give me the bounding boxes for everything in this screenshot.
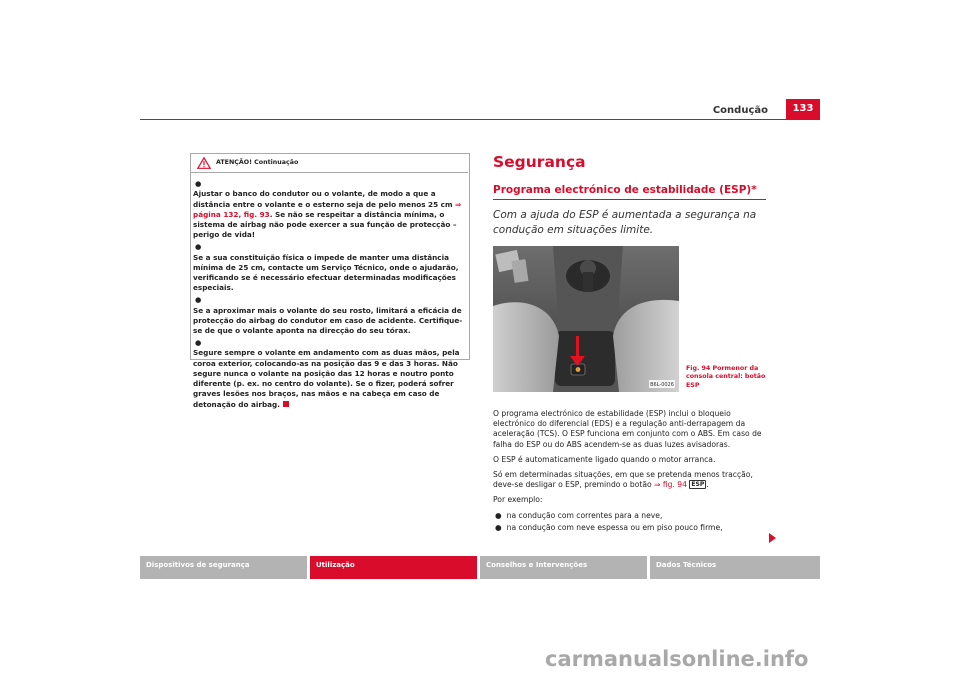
- bullet-icon: ●: [495, 510, 502, 520]
- arrow-icon: ⇒: [455, 199, 462, 209]
- nav-tab-dispositivos[interactable]: Dispositivos de segurança: [140, 556, 307, 579]
- nav-tab-utilizacao[interactable]: Utilização: [310, 556, 477, 579]
- page-number: 133: [786, 99, 820, 119]
- header-rule: [140, 119, 820, 120]
- nav-tab-conselhos[interactable]: Conselhos e Intervenções: [480, 556, 647, 579]
- warning-bullet: ● Se a sua constituição física o impede de manter uma distância mínima de 25 cm, contacte um Serviço Técnico, onde o ajudarão, verificando se é necessário efectuar determinadas modificações especiais.: [193, 242, 459, 293]
- figure-link[interactable]: fig. 94: [662, 480, 687, 490]
- bullet-icon: ●: [195, 295, 202, 305]
- paragraph: O programa electrónico de estabilidade (ESP) inclui o bloqueio electrónico do diferencial (EDS) e a regulação anti-derrapagem da aceleração (TCS). O ESP funciona em conjunto com o ABS. Em caso de falha do ESP ou do ABS acendem-se as duas luzes avisadoras.: [493, 409, 762, 449]
- subsection-title: Programa electrónico de estabilidade (ESP)*: [493, 184, 757, 196]
- list-item: ● na condução com neve espessa ou em piso pouco firme,: [495, 522, 723, 532]
- bullet-icon: ●: [195, 337, 202, 347]
- warning-bullet: ● Ajustar o banco do condutor ou o volante, de modo a que a distância entre o volante e o esterno seja de pelo menos 25 cm ⇒ página 132, fig. 93. Se não se respeitar a distância mínima, o sistema de airbag não pode exercer a sua função de protecção – perigo de vida!: [193, 179, 462, 240]
- paragraph: O ESP é automaticamente ligado quando o motor arranca.: [493, 454, 716, 464]
- list-item: ● na condução com correntes para a neve,: [495, 510, 663, 520]
- page-section-title: Condução: [712, 105, 768, 116]
- warning-bullet: ● Se a aproximar mais o volante do seu rosto, limitará a eficácia de protecção do airbag do condutor em caso de acidente. Certifique-se de que o volante aponta na direcção do seu tórax.: [193, 295, 463, 336]
- warning-triangle-icon: [197, 157, 211, 169]
- section-title: Segurança: [493, 153, 586, 171]
- body-text: [493, 409, 770, 535]
- paragraph: Só em determinadas situações, em que se pretenda menos tracção, deve-se desligar o ESP, premindo o botão ⇒ fig. 94 ESP .: [493, 470, 753, 490]
- subsection-rule: [493, 199, 766, 200]
- esp-key-icon: ESP: [691, 481, 705, 489]
- warning-body: [193, 179, 468, 412]
- intro-text: Com a ajuda do ESP é aumentada a segurança na condução em situações limite.: [493, 209, 757, 236]
- bullet-icon: ●: [195, 242, 202, 252]
- page-link[interactable]: página 132,: [193, 209, 242, 219]
- nav-tab-dados[interactable]: Dados Técnicos: [650, 556, 820, 579]
- figure-link[interactable]: fig. 93: [243, 209, 270, 219]
- end-of-section-icon: [283, 401, 289, 407]
- arrow-icon: ⇒: [654, 480, 661, 490]
- esp-button-photo: [493, 246, 679, 392]
- watermark: carmanualsonline.info: [545, 647, 809, 671]
- bullet-icon: ●: [195, 179, 202, 188]
- bullet-icon: ●: [495, 522, 502, 532]
- paragraph: Por exemplo:: [493, 495, 543, 505]
- next-page-arrow-icon[interactable]: [769, 533, 776, 543]
- figure-caption: Fig. 94 Pormenor da consola central: botão ESP: [686, 365, 766, 389]
- warning-bullet: ● Segure sempre o volante em andamento com as duas mãos, pela coroa exterior, colocando-as na posição das 9 e das 3 horas. Não segure nunca o volante na posição das 12 horas e noutro ponto diferente (p. ex. no centro do volante). Se o fizer, poderá sofrer graves lesões nos braços, nas mãos e na cabeça em caso de detonação do airbag.: [193, 337, 460, 409]
- figure-code: B6L-0026: [650, 382, 674, 388]
- warning-heading: ATENÇÃO! Continuação: [216, 159, 299, 166]
